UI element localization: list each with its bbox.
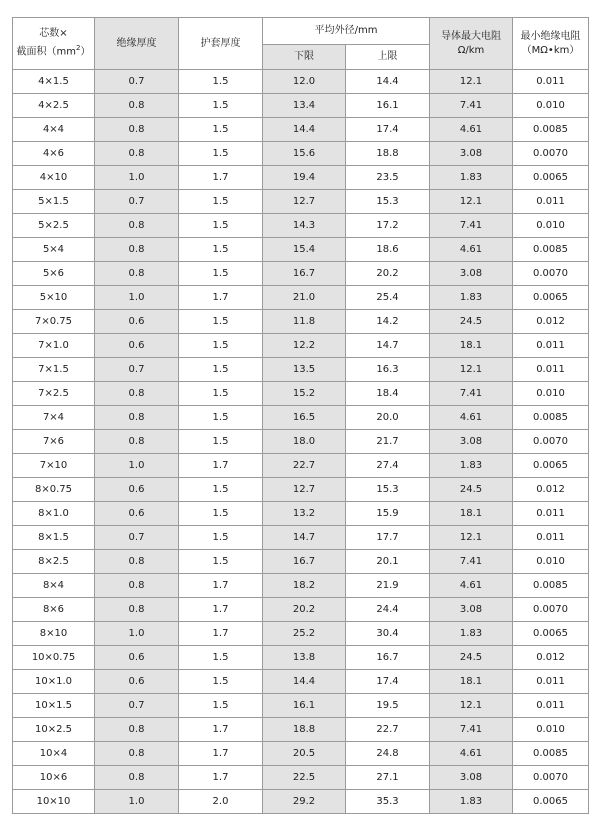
cell-diameter-upper: 16.3: [346, 358, 430, 382]
cell-resistance: 7.41: [430, 94, 513, 118]
cell-size: 8×1.0: [13, 502, 95, 526]
cell-diameter-upper: 17.4: [346, 670, 430, 694]
cell-sheath: 1.7: [179, 766, 263, 790]
table-row: [13, 310, 589, 334]
cell-sheath: 1.5: [179, 502, 263, 526]
cell-sheath: 1.7: [179, 574, 263, 598]
cell-sheath: 2.0: [179, 790, 263, 814]
table-row: [13, 622, 589, 646]
cell-insulation-resistance: 0.010: [513, 94, 589, 118]
cell-sheath: 1.5: [179, 358, 263, 382]
cell-insulation-resistance: 0.011: [513, 502, 589, 526]
table-row: [13, 166, 589, 190]
cell-diameter-upper: 20.1: [346, 550, 430, 574]
cell-insulation: 0.8: [95, 574, 179, 598]
cell-resistance: 24.5: [430, 310, 513, 334]
cell-diameter-lower: 15.6: [263, 142, 346, 166]
cell-sheath: 1.5: [179, 310, 263, 334]
cell-insulation-resistance: 0.012: [513, 478, 589, 502]
cell-sheath: 1.5: [179, 382, 263, 406]
table-row: [13, 550, 589, 574]
cell-sheath: 1.7: [179, 598, 263, 622]
cell-insulation: 1.0: [95, 166, 179, 190]
cell-diameter-upper: 17.4: [346, 118, 430, 142]
cell-size: 5×6: [13, 262, 95, 286]
cell-sheath: 1.7: [179, 166, 263, 190]
cell-size: 4×4: [13, 118, 95, 142]
cell-diameter-lower: 16.7: [263, 550, 346, 574]
cell-sheath: 1.5: [179, 70, 263, 94]
cell-diameter-lower: 29.2: [263, 790, 346, 814]
header-resistance-line2: Ω/km: [457, 44, 485, 56]
table-row: [13, 574, 589, 598]
cell-diameter-upper: 27.1: [346, 766, 430, 790]
cell-diameter-lower: 12.7: [263, 478, 346, 502]
header-resistance-line1: 导体最大电阻: [441, 30, 502, 42]
cell-insulation-resistance: 0.0070: [513, 262, 589, 286]
cell-diameter-upper: 20.0: [346, 406, 430, 430]
cell-resistance: 18.1: [430, 334, 513, 358]
cell-insulation: 0.8: [95, 142, 179, 166]
cell-insulation-resistance: 0.010: [513, 382, 589, 406]
table-row: [13, 454, 589, 478]
header-diameter-lower: 下限: [263, 45, 346, 70]
table-header: [13, 18, 589, 70]
table-row: [13, 718, 589, 742]
cell-insulation: 0.6: [95, 670, 179, 694]
cell-sheath: 1.5: [179, 190, 263, 214]
cell-diameter-upper: 18.6: [346, 238, 430, 262]
cell-insulation-resistance: 0.011: [513, 358, 589, 382]
cell-diameter-upper: 20.2: [346, 262, 430, 286]
cell-size: 7×1.0: [13, 334, 95, 358]
cell-resistance: 24.5: [430, 646, 513, 670]
cell-resistance: 7.41: [430, 214, 513, 238]
cell-diameter-lower: 20.2: [263, 598, 346, 622]
table-row: [13, 262, 589, 286]
cell-insulation: 0.7: [95, 190, 179, 214]
cell-resistance: 12.1: [430, 70, 513, 94]
cell-diameter-upper: 21.9: [346, 574, 430, 598]
cell-size: 7×6: [13, 430, 95, 454]
cell-size: 5×4: [13, 238, 95, 262]
cell-sheath: 1.7: [179, 742, 263, 766]
table-row: [13, 94, 589, 118]
cell-insulation-resistance: 0.011: [513, 70, 589, 94]
cell-size: 5×1.5: [13, 190, 95, 214]
cell-diameter-lower: 12.2: [263, 334, 346, 358]
cell-insulation: 0.8: [95, 430, 179, 454]
cell-diameter-upper: 30.4: [346, 622, 430, 646]
cell-diameter-lower: 22.5: [263, 766, 346, 790]
cell-diameter-upper: 24.8: [346, 742, 430, 766]
cell-insulation: 0.8: [95, 94, 179, 118]
cell-diameter-upper: 35.3: [346, 790, 430, 814]
cell-resistance: 1.83: [430, 286, 513, 310]
cell-diameter-upper: 16.1: [346, 94, 430, 118]
cell-diameter-upper: 18.8: [346, 142, 430, 166]
cell-size: 7×4: [13, 406, 95, 430]
cell-sheath: 1.5: [179, 670, 263, 694]
cell-diameter-lower: 14.3: [263, 214, 346, 238]
cell-sheath: 1.5: [179, 238, 263, 262]
cell-diameter-upper: 14.2: [346, 310, 430, 334]
cell-diameter-lower: 21.0: [263, 286, 346, 310]
cell-insulation-resistance: 0.012: [513, 310, 589, 334]
cell-diameter-upper: 24.4: [346, 598, 430, 622]
cell-diameter-lower: 11.8: [263, 310, 346, 334]
cell-resistance: 7.41: [430, 718, 513, 742]
cell-insulation: 1.0: [95, 622, 179, 646]
table-row: [13, 406, 589, 430]
cell-insulation-resistance: 0.0065: [513, 790, 589, 814]
cell-resistance: 18.1: [430, 502, 513, 526]
cell-insulation: 0.8: [95, 742, 179, 766]
cell-sheath: 1.5: [179, 142, 263, 166]
table-row: [13, 382, 589, 406]
cell-size: 10×10: [13, 790, 95, 814]
cell-resistance: 12.1: [430, 694, 513, 718]
cell-resistance: 12.1: [430, 190, 513, 214]
table-row: [13, 598, 589, 622]
cell-sheath: 1.5: [179, 646, 263, 670]
cell-diameter-lower: 18.0: [263, 430, 346, 454]
cell-insulation-resistance: 0.010: [513, 718, 589, 742]
cell-diameter-lower: 25.2: [263, 622, 346, 646]
cell-size: 7×2.5: [13, 382, 95, 406]
cell-size: 10×0.75: [13, 646, 95, 670]
table-row: [13, 430, 589, 454]
cell-diameter-lower: 18.2: [263, 574, 346, 598]
table-row: [13, 214, 589, 238]
cell-size: 5×10: [13, 286, 95, 310]
cell-insulation-resistance: 0.010: [513, 550, 589, 574]
cell-insulation-resistance: 0.0085: [513, 406, 589, 430]
cell-diameter-lower: 16.1: [263, 694, 346, 718]
cell-size: 8×4: [13, 574, 95, 598]
cell-insulation: 0.8: [95, 766, 179, 790]
cell-size: 10×4: [13, 742, 95, 766]
cell-size: 8×10: [13, 622, 95, 646]
cell-insulation: 0.7: [95, 526, 179, 550]
cell-insulation-resistance: 0.0065: [513, 454, 589, 478]
cell-resistance: 12.1: [430, 526, 513, 550]
cell-insulation-resistance: 0.0070: [513, 430, 589, 454]
cell-sheath: 1.7: [179, 718, 263, 742]
table-row: [13, 142, 589, 166]
cell-insulation-resistance: 0.0085: [513, 574, 589, 598]
table-row: [13, 286, 589, 310]
cell-diameter-upper: 14.4: [346, 70, 430, 94]
cell-diameter-lower: 13.2: [263, 502, 346, 526]
cell-insulation-resistance: 0.0070: [513, 598, 589, 622]
cell-size: 4×1.5: [13, 70, 95, 94]
cell-diameter-lower: 16.5: [263, 406, 346, 430]
cell-diameter-lower: 14.4: [263, 670, 346, 694]
table-row: [13, 526, 589, 550]
cell-resistance: 1.83: [430, 166, 513, 190]
cell-diameter-lower: 15.2: [263, 382, 346, 406]
cell-insulation-resistance: 0.0070: [513, 766, 589, 790]
table-row: [13, 790, 589, 814]
table-row: [13, 670, 589, 694]
cell-insulation: 0.8: [95, 214, 179, 238]
header-size: [13, 18, 95, 70]
cell-insulation: 0.7: [95, 70, 179, 94]
cell-insulation: 1.0: [95, 286, 179, 310]
cell-diameter-upper: 17.2: [346, 214, 430, 238]
cell-size: 5×2.5: [13, 214, 95, 238]
cell-insulation: 0.7: [95, 694, 179, 718]
table-row: [13, 238, 589, 262]
table-row: [13, 334, 589, 358]
cell-size: 7×10: [13, 454, 95, 478]
cell-diameter-lower: 12.7: [263, 190, 346, 214]
cell-sheath: 1.5: [179, 478, 263, 502]
cell-diameter-upper: 27.4: [346, 454, 430, 478]
cell-sheath: 1.7: [179, 286, 263, 310]
cell-diameter-upper: 22.7: [346, 718, 430, 742]
cell-insulation-resistance: 0.011: [513, 334, 589, 358]
cell-insulation: 0.8: [95, 598, 179, 622]
cell-insulation: 0.8: [95, 382, 179, 406]
table-row: [13, 694, 589, 718]
header-sheath-thickness: 护套厚度: [179, 18, 263, 70]
cell-resistance: 24.5: [430, 478, 513, 502]
header-diameter-upper: 上限: [346, 45, 430, 70]
cell-diameter-upper: 21.7: [346, 430, 430, 454]
cell-size: 4×6: [13, 142, 95, 166]
header-size-line1: 芯数×: [39, 28, 68, 40]
table-row: [13, 742, 589, 766]
cable-spec-table: [12, 17, 589, 814]
cell-insulation: 0.8: [95, 238, 179, 262]
cell-resistance: 3.08: [430, 262, 513, 286]
cell-size: 10×1.0: [13, 670, 95, 694]
cell-diameter-upper: 17.7: [346, 526, 430, 550]
cell-size: 10×1.5: [13, 694, 95, 718]
cell-size: 10×6: [13, 766, 95, 790]
header-insulation-thickness: 绝缘厚度: [95, 18, 179, 70]
cell-insulation: 1.0: [95, 454, 179, 478]
cell-diameter-upper: 18.4: [346, 382, 430, 406]
cell-size: 10×2.5: [13, 718, 95, 742]
cell-sheath: 1.5: [179, 526, 263, 550]
table-row: [13, 646, 589, 670]
cell-size: 4×2.5: [13, 94, 95, 118]
cell-insulation-resistance: 0.011: [513, 526, 589, 550]
cell-insulation: 0.8: [95, 718, 179, 742]
cell-resistance: 7.41: [430, 382, 513, 406]
header-ins-res-line1: 最小绝缘电阻: [520, 30, 581, 42]
cell-diameter-upper: 16.7: [346, 646, 430, 670]
cell-size: 7×0.75: [13, 310, 95, 334]
cell-insulation: 0.6: [95, 310, 179, 334]
cell-diameter-upper: 19.5: [346, 694, 430, 718]
cell-insulation: 0.6: [95, 334, 179, 358]
header-max-resistance: [430, 18, 513, 70]
cell-sheath: 1.5: [179, 118, 263, 142]
cell-insulation: 0.8: [95, 262, 179, 286]
cell-insulation-resistance: 0.011: [513, 190, 589, 214]
cell-insulation-resistance: 0.0065: [513, 622, 589, 646]
cell-insulation-resistance: 0.0085: [513, 742, 589, 766]
cell-diameter-upper: 15.9: [346, 502, 430, 526]
cell-insulation: 0.8: [95, 550, 179, 574]
cell-diameter-lower: 14.4: [263, 118, 346, 142]
header-average-diameter: 平均外径/mm: [263, 18, 430, 45]
cell-diameter-lower: 13.5: [263, 358, 346, 382]
cell-resistance: 3.08: [430, 598, 513, 622]
cell-diameter-upper: 23.5: [346, 166, 430, 190]
cell-diameter-upper: 25.4: [346, 286, 430, 310]
cell-insulation: 0.6: [95, 502, 179, 526]
cell-insulation-resistance: 0.0085: [513, 238, 589, 262]
cell-resistance: 4.61: [430, 406, 513, 430]
cell-diameter-lower: 16.7: [263, 262, 346, 286]
table-row: [13, 70, 589, 94]
table-row: [13, 358, 589, 382]
cell-resistance: 18.1: [430, 670, 513, 694]
table-row: [13, 118, 589, 142]
cell-insulation-resistance: 0.012: [513, 646, 589, 670]
cell-insulation: 0.8: [95, 118, 179, 142]
cell-resistance: 1.83: [430, 454, 513, 478]
header-size-close: ）: [80, 46, 91, 58]
cell-resistance: 4.61: [430, 118, 513, 142]
cell-diameter-lower: 14.7: [263, 526, 346, 550]
table-row: [13, 190, 589, 214]
cell-diameter-upper: 14.7: [346, 334, 430, 358]
cell-size: 4×10: [13, 166, 95, 190]
cell-sheath: 1.5: [179, 214, 263, 238]
cell-resistance: 1.83: [430, 622, 513, 646]
cell-insulation-resistance: 0.011: [513, 670, 589, 694]
header-ins-res-line2: （MΩ•km）: [521, 44, 580, 56]
cell-resistance: 3.08: [430, 766, 513, 790]
cell-diameter-upper: 15.3: [346, 478, 430, 502]
cell-resistance: 3.08: [430, 430, 513, 454]
table-row: [13, 502, 589, 526]
cell-insulation-resistance: 0.010: [513, 214, 589, 238]
cell-resistance: 1.83: [430, 790, 513, 814]
cell-size: 8×2.5: [13, 550, 95, 574]
cell-resistance: 4.61: [430, 574, 513, 598]
cell-insulation-resistance: 0.0065: [513, 286, 589, 310]
cell-sheath: 1.5: [179, 694, 263, 718]
cell-diameter-lower: 13.4: [263, 94, 346, 118]
cell-diameter-lower: 20.5: [263, 742, 346, 766]
cell-size: 8×6: [13, 598, 95, 622]
cell-diameter-lower: 19.4: [263, 166, 346, 190]
cell-resistance: 4.61: [430, 238, 513, 262]
cell-diameter-lower: 15.4: [263, 238, 346, 262]
cell-insulation: 0.6: [95, 478, 179, 502]
cell-insulation-resistance: 0.0070: [513, 142, 589, 166]
table-row: [13, 766, 589, 790]
cell-sheath: 1.7: [179, 622, 263, 646]
cell-resistance: 4.61: [430, 742, 513, 766]
cell-insulation: 0.7: [95, 358, 179, 382]
cell-insulation-resistance: 0.0065: [513, 166, 589, 190]
header-size-line2: 截面积（mm: [16, 46, 76, 58]
cell-insulation: 0.8: [95, 406, 179, 430]
cell-sheath: 1.5: [179, 334, 263, 358]
table-body: [13, 70, 589, 814]
cell-sheath: 1.5: [179, 406, 263, 430]
cell-diameter-lower: 12.0: [263, 70, 346, 94]
cell-size: 7×1.5: [13, 358, 95, 382]
cell-resistance: 12.1: [430, 358, 513, 382]
header-min-insulation-resistance: [513, 18, 589, 70]
header-size-superscript: 2: [76, 44, 81, 53]
cell-diameter-lower: 22.7: [263, 454, 346, 478]
cell-size: 8×0.75: [13, 478, 95, 502]
cell-resistance: 7.41: [430, 550, 513, 574]
cell-insulation-resistance: 0.0085: [513, 118, 589, 142]
table-row: [13, 478, 589, 502]
cell-insulation-resistance: 0.011: [513, 694, 589, 718]
cell-sheath: 1.5: [179, 94, 263, 118]
cell-sheath: 1.5: [179, 550, 263, 574]
cell-diameter-upper: 15.3: [346, 190, 430, 214]
cell-diameter-lower: 18.8: [263, 718, 346, 742]
cell-insulation: 0.6: [95, 646, 179, 670]
cell-resistance: 3.08: [430, 142, 513, 166]
cell-insulation: 1.0: [95, 790, 179, 814]
cell-sheath: 1.5: [179, 430, 263, 454]
cell-sheath: 1.5: [179, 262, 263, 286]
cell-size: 8×1.5: [13, 526, 95, 550]
cell-diameter-lower: 13.8: [263, 646, 346, 670]
cell-sheath: 1.7: [179, 454, 263, 478]
